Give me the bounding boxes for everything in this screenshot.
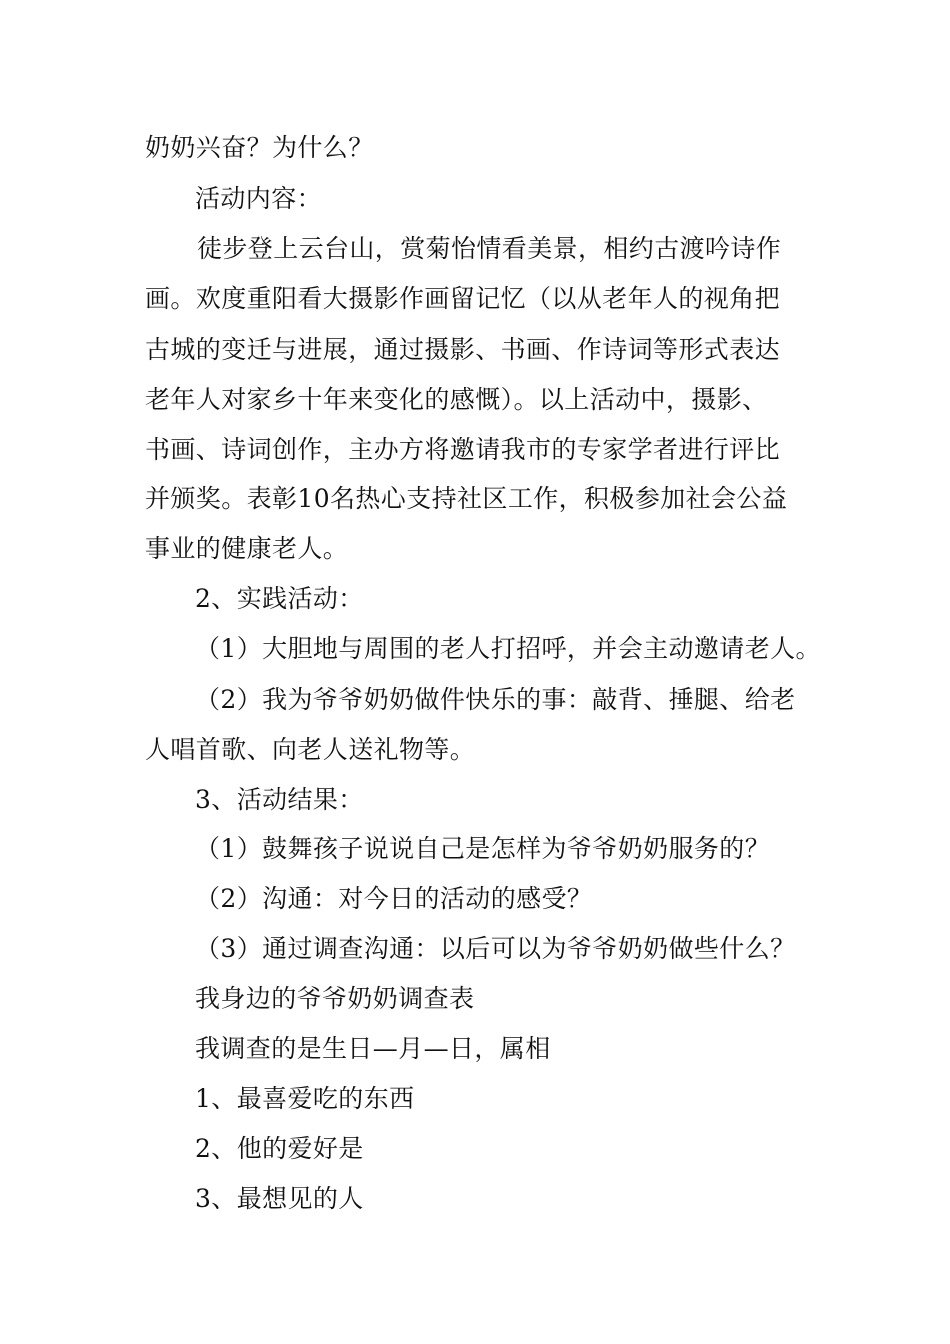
survey-item: 1、最喜爱吃的东西 xyxy=(195,1084,415,1113)
survey-line: 我调查的是生日—月—日，属相 xyxy=(195,1034,551,1063)
list-item: （2）我为爷爷奶奶做件快乐的事：敲背、捶腿、给老 xyxy=(195,685,796,714)
section-heading-practice: 2、实践活动： xyxy=(195,584,364,613)
paragraph-line: 书画、诗词创作，主办方将邀请我市的专家学者进行评比 xyxy=(145,435,781,464)
list-item: （2）沟通：对今日的活动的感受？ xyxy=(195,884,593,913)
list-item: （1）大胆地与周围的老人打招呼，并会主动邀请老人。 xyxy=(195,634,821,663)
survey-item: 3、最想见的人 xyxy=(195,1184,364,1213)
list-item-continued: 人唱首歌、向老人送礼物等。 xyxy=(145,735,476,764)
paragraph-line: 古城的变迁与进展，通过摄影、书画、作诗词等形式表达 xyxy=(145,335,781,364)
paragraph-line: 事业的健康老人。 xyxy=(145,534,349,563)
list-item: （1）鼓舞孩子说说自己是怎样为爷爷奶奶服务的？ xyxy=(195,834,771,863)
list-item: （3）通过调查沟通：以后可以为爷爷奶奶做些什么？ xyxy=(195,934,796,963)
text-line: 奶奶兴奋？为什么？ xyxy=(145,133,374,162)
paragraph-line: 老年人对家乡十年来变化的感慨）。以上活动中，摄影、 xyxy=(145,385,768,414)
paragraph-line: 徒步登上云台山，赏菊怡情看美景，相约古渡吟诗作 xyxy=(197,234,782,263)
section-heading-activity-content: 活动内容： xyxy=(195,184,323,213)
survey-title: 我身边的爷爷奶奶调查表 xyxy=(195,984,475,1013)
paragraph-line: 画。欢度重阳看大摄影作画留记忆（以从老年人的视角把 xyxy=(145,284,781,313)
section-heading-results: 3、活动结果： xyxy=(195,785,364,814)
paragraph-line: 并颁奖。表彰10名热心支持社区工作，积极参加社会公益 xyxy=(145,484,788,513)
survey-item: 2、他的爱好是 xyxy=(195,1134,364,1163)
